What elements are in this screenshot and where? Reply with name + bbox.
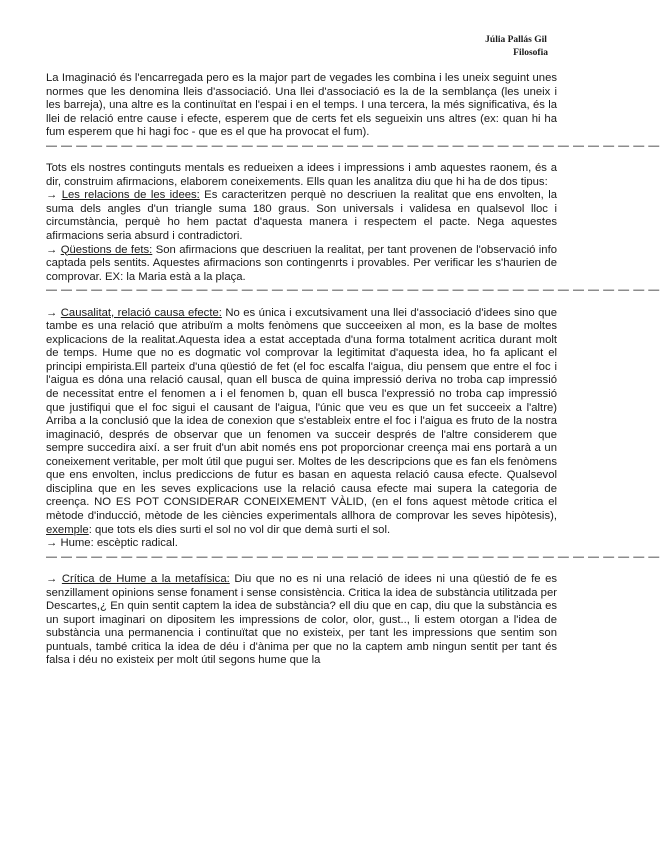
- arrow-icon: →: [46, 189, 58, 202]
- spacer: [46, 564, 557, 573]
- paragraph-questions-fets: [46, 244, 557, 285]
- text-causalitat-end: : que tots els dies surti el sol no vol dir que demà surti el sol.: [88, 523, 391, 536]
- subject-name: Filosofia: [513, 48, 548, 58]
- paragraph-imaginacio: La Imaginació és l'encarregada pero es la major part de vegades les combina i les uneix seguint unes normes que les denomina lleis d'associació. Una llei d'associació es la de la semblança (les uneix i les barreja), una altre es la continuïtat en l'espai i en el temps. I una tercera, la més significativa, és la llei de relació entre cause i efecte, esperem que de certs fet els segueixin uns altres (ex: quan hi ha fum esperem que hi hagi foc - que es el que ha provocat el fum).: [46, 72, 557, 139]
- spacer: [46, 153, 557, 162]
- spacer: [46, 298, 557, 307]
- heading-questions-fets: Qüestions de fets:: [60, 243, 153, 256]
- example-label: exemple: [46, 523, 89, 536]
- arrow-icon: →: [46, 573, 58, 586]
- text-questions-fets: Son afirmacions que descriuen la realitat, per tant provenen de l'observació info captada pels sentits. Aquestes afirmacions son contingenrts i provables. Per verificar les s'haurien de comprovar. EX: la Maria està a la plaça.: [46, 243, 557, 283]
- heading-critica-metafisica: Crítica de Hume a la metafísica:: [61, 573, 230, 586]
- heading-causalitat: Causalitat, relació causa efecte:: [60, 306, 222, 319]
- page-header: [485, 34, 548, 60]
- paragraph-relacions-idees: [46, 189, 557, 243]
- separator-line: — — — — — — — — — — — — — — — — — — — — — — — — — — — — — — — — — — — — — — — — —: [46, 139, 660, 152]
- text-hume-esceptic: Hume: escèptic radical.: [60, 537, 178, 550]
- document-body: [46, 72, 660, 668]
- author-name: Júlia Pallás Gil: [485, 35, 547, 45]
- paragraph-critica-metafisica: [46, 573, 557, 668]
- text-relacions-idees: Es caracteritzen perquè no descriuen la realitat que ens envolten, la suma dels angles d'un triangle suma 180 graus. Son universals i validesa en qualsevol lloc i circumstància, perquè ho hem pactat d'aquesta manera i respectem el pacte. Nega aquestes afirmacions seria absurd i contradictori.: [46, 189, 557, 243]
- heading-relacions-idees: Les relacions de les idees:: [61, 189, 200, 202]
- arrow-icon: →: [46, 306, 58, 319]
- arrow-icon: →: [46, 537, 58, 550]
- paragraph-causalitat: [46, 307, 557, 537]
- separator-line: — — — — — — — — — — — — — — — — — — — — — — — — — — — — — — — — — — — — — — — — —: [46, 550, 660, 563]
- arrow-icon: →: [46, 243, 58, 256]
- paragraph-continguts-mentals: Tots els nostres continguts mentals es redueixen a idees i impressions i amb aquestes raonem, és a dir, construim afirmacions, elaborem coneixements. Ells quan les analitza diu que hi ha de dos tipus:: [46, 162, 557, 188]
- paragraph-hume-esceptic: [46, 537, 557, 551]
- text-causalitat: No es única i excutsivament una llei d'associació d'idees sino que tambe es una relació que atribuïm a molts fenòmens que succeeixen al mon, es la base de moltes explicacions de la realitat.Aquesta idea a estat acceptada d'una forma totalment acritica durant molt de temps. Hume que no es dogmatic vol comprovar la legitimitat d'aquesta idea, ho fa aplicant el principi empirista.Ell parteix d'una qüestió de fet (el foc escalfa l'aigua, diu pensem que entre el foc i l'aigua es dóna una relació causal, quan ell busca de quina impressió deriva no troba cap impressió de necessitat entre el fenomen a i el fenomen b, quan ell busca l'expressió no troba cap impressió que justifiqui que el foc sigui el causant de l'aigua, l'únic que veu es que un fet succeeix a l'altre) Arriba a la conclusió que la idea de conexion que s'estableix entre el foc i l'aigua es fruto de la nostra imaginació, després de observar que un fenomen va succeir després de l'altre considerem que sempre succedira així. a ser fruit d'un abit només ens pot proporcionar creença mai ens portarà a un coneixement veritable, per molt útil que pugui ser. Moltes de les descripcions que es fan els fenòmens que ens envolten, inclus prediccions de futur es basan en aquesta relació causa efecte. Qualsevol disciplina que en les seves explicacions use la relació causa efecte mai supera la categoria de creença. NO ES POT CONSIDERAR CONEIXEMENT VÀLID, (en el fons aquest mètode critica el mètode d'inducció, mètode de les ciències experimentals allhora de comprovar les seves hipòtesis),: [46, 306, 557, 522]
- separator-line: — — — — — — — — — — — — — — — — — — — — — — — — — — — — — — — — — — — — — — — — —: [46, 284, 660, 297]
- text-critica-metafisica: Diu que no es ni una relació de idees ni una qüestió de fe es senzillament opinions sense fonament i sense consistència. Critica la idea de substància utilitzada per Descartes,¿ En quin sentit captem la idea de substància? ell diu que en cap, diu que la substància es un suport imaginari on dipositem les impressions de color, olor, gust.., li estem otorgan a l'idea de substància una permanencia i continuïtat que no existeix, per tant les impressions que sentim son puntuals, també critica la idea de déu i d'ànima per que no la captem amb ningun sentit per tant és falsa i déu no existeix per molt útil segons hume que la: [46, 573, 558, 667]
